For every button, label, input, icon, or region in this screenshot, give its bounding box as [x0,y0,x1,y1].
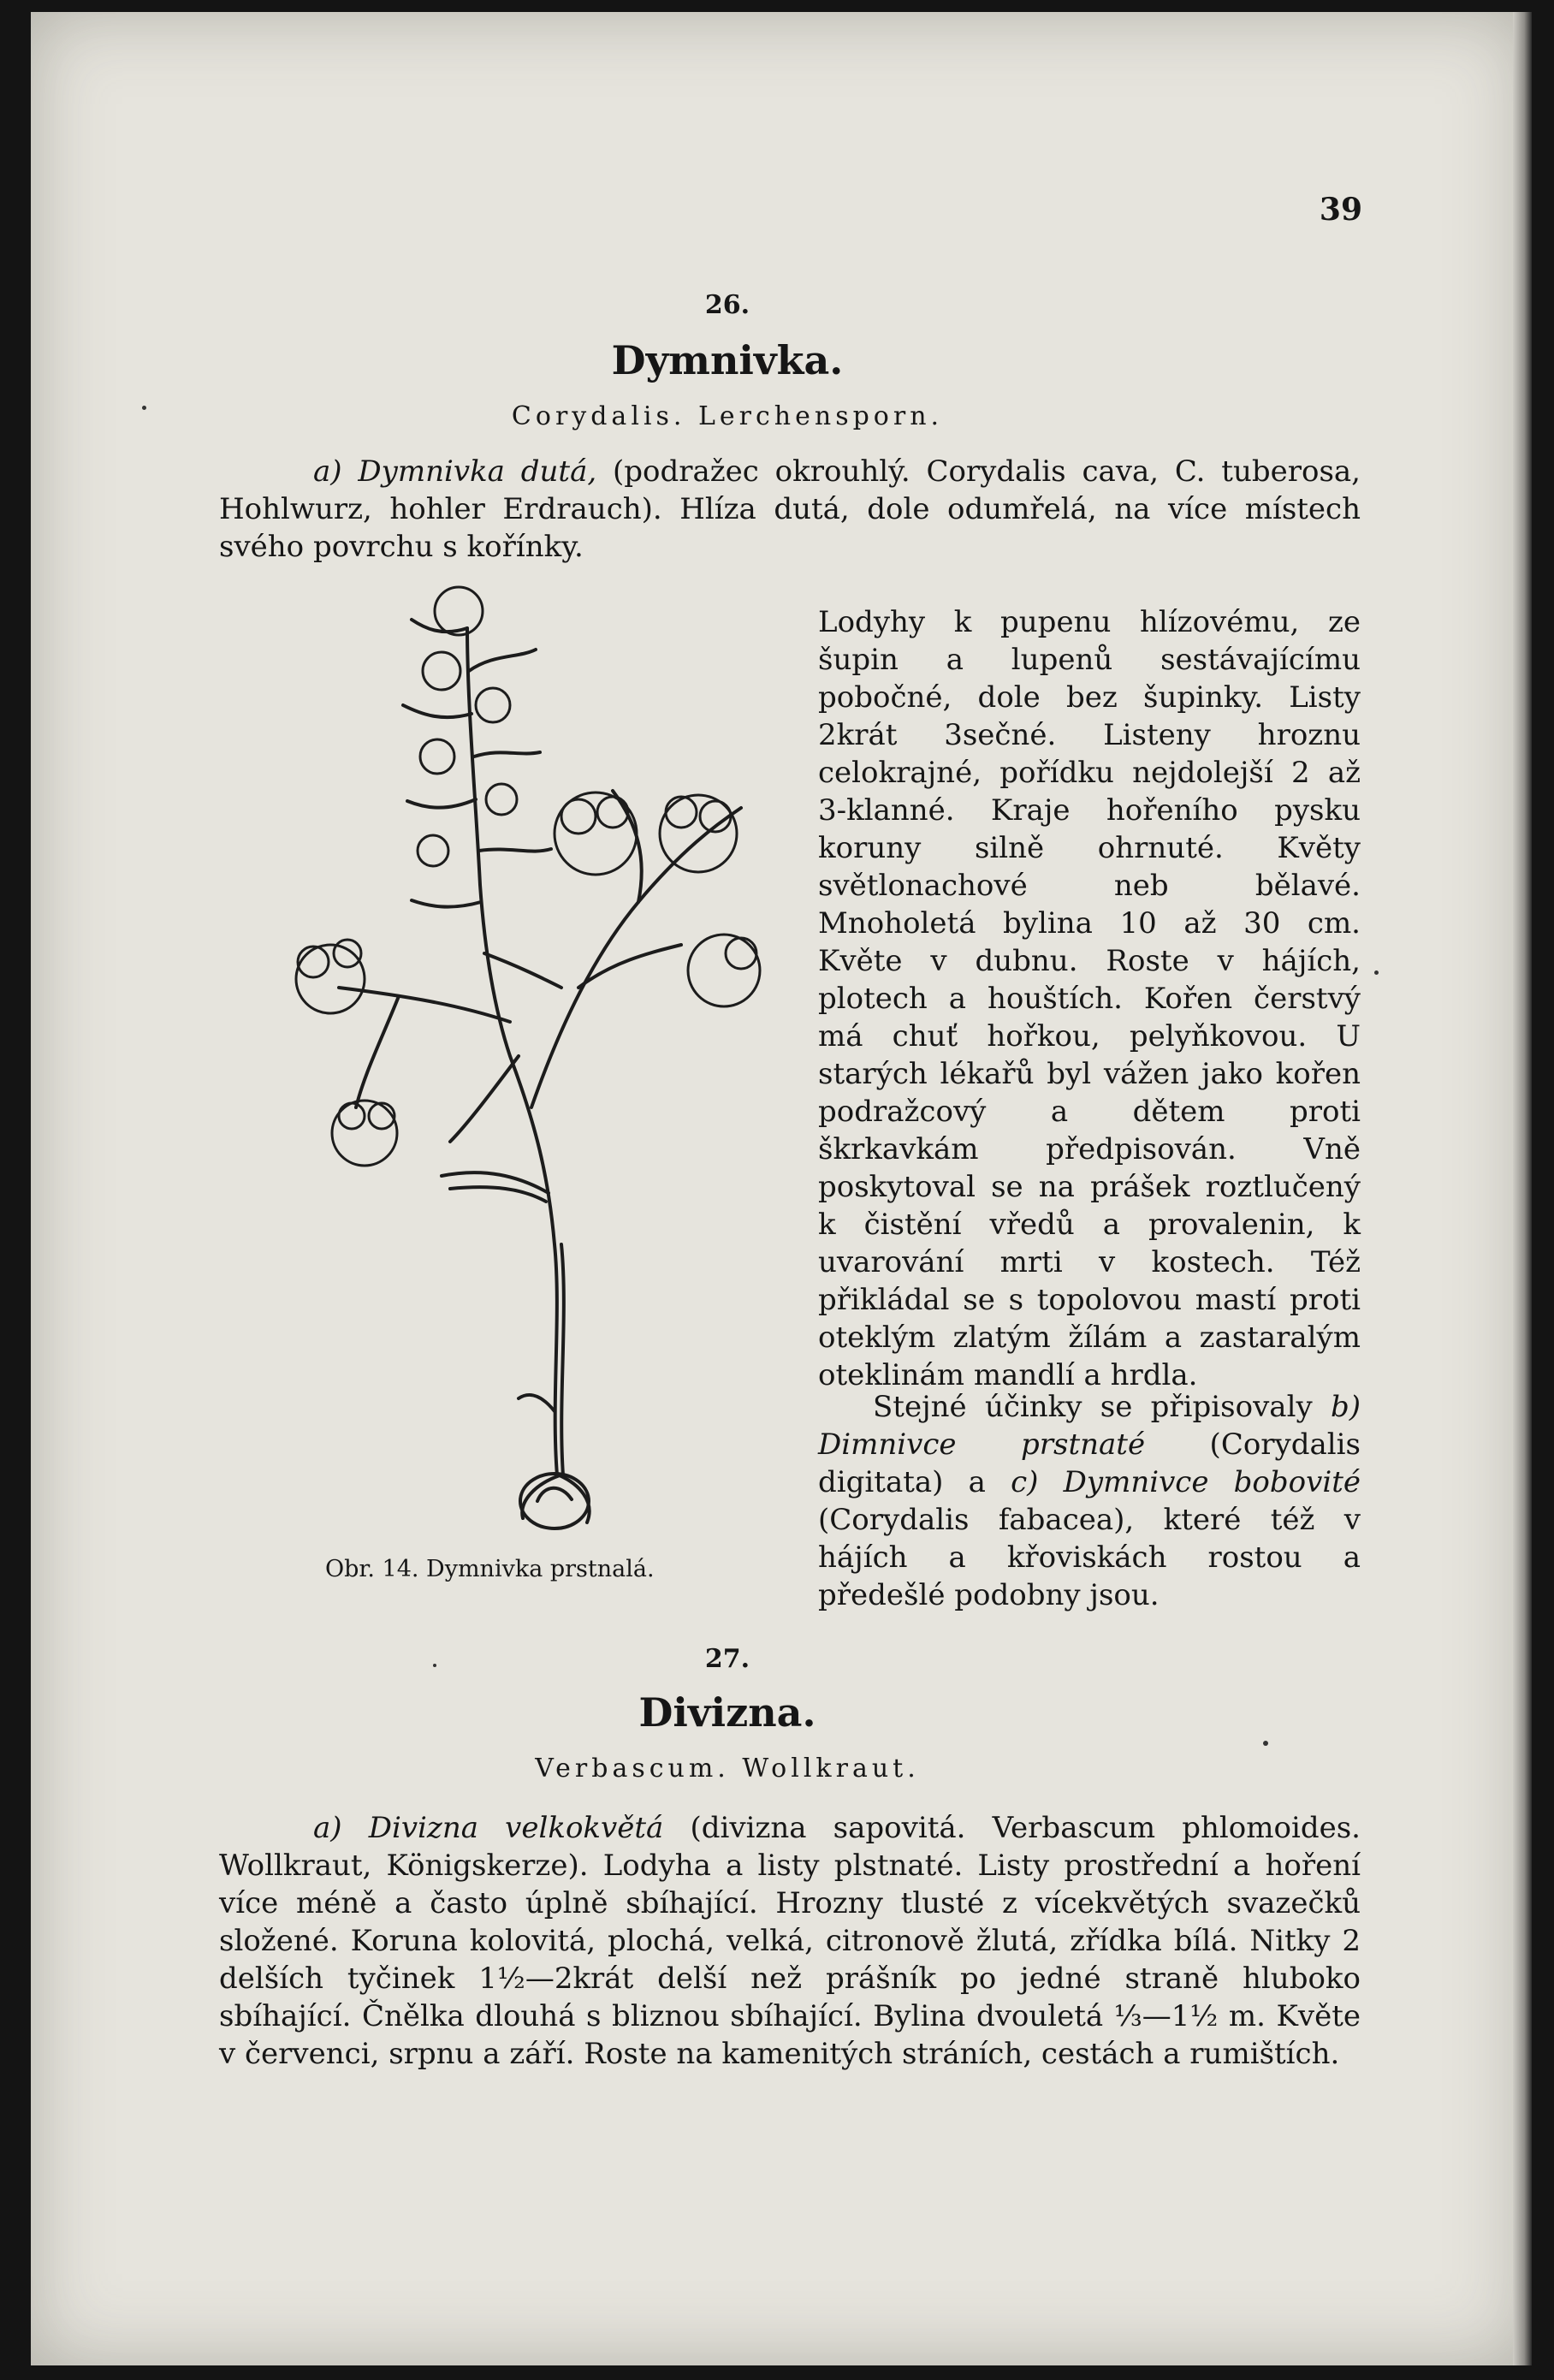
section-26-title: Dymnivka. [611,337,844,383]
figure-caption: Obr. 14. Dymnivka prstnalá. [325,1556,655,1582]
paragraph-a-intro-text: (podražec okrouhlý. Corydalis cava, C. tuberosa, Hohlwurz, hohler Erdrauch). Hlíza dutá, dole odumřelá, na více místech svého povrchu s kořínky. [219,454,1361,564]
scan-speck [433,1664,436,1667]
species-name-a: a) Dymnivka dutá, [313,454,597,489]
section-26-paragraph-a-description: Lodyhy k pupenu hlízovému, ze šupin a lupenů sestávajícímu pobočné, dole bez šupinky. Listy 2krát 3sečné. Listeny hroznu celokrajné, pořídku nejdolejší 2 až 3-klanné. Kraje hořeního pysku koruny silně ohrnuté. Květy světlonachové neb bělavé. Mnoholetá bylina 10 až 30 cm. Květe v dubnu. Roste v hájích, plotech a houštích. Kořen čerstvý má chuť hořkou, pelyňkovou. U starých lékařů byl vážen jako kořen podražcový a dětem proti škrkavkám předpisován. Vně poskytoval se na prášek roztlučený k čistění vředů a provalenin, k uvarování mrti v kostech. Též přikládal se s topolovou mastí proti oteklým zlatým žílám a zastaralým oteklinám mandlí a hrdla. [818,605,1361,1392]
species-name-b: b) Dimnivce prstnaté [818,1390,1361,1462]
species-name-c: c) Dymnivce bobovité [1011,1465,1361,1499]
paragraph-b-mid: (Corydalis digitata) a [818,1427,1361,1499]
section-27-number: 27. [704,1644,750,1674]
page-edge-shadow [1513,12,1532,2365]
scan-speck [142,406,146,410]
section-26-paragraph-a-intro [219,453,1361,566]
page-number: 39 [1319,192,1362,228]
species-name-verbascum: a) Divizna velkokvětá [313,1811,664,1845]
paragraph-b-start: Stejné účinky se připisovaly [873,1390,1331,1424]
section-26-number: 26. [704,290,750,320]
scan-speck [1263,1741,1268,1746]
section-26-latin-name: Corydalis. Lerchensporn. [511,401,944,431]
paragraph-27a-text: (divizna sapovitá. Verbascum phlomoides. Wollkraut, Königskerze). Lodyha a listy plstnaté. Listy prostřední a hoření více méně a často úplně sbíhající. Hrozny tlusté z vícekvětých svazečků složené. Koruna kolovitá, plochá, velká, citronově žlutá, zřídka bílá. Nitky 2 delších tyčinek 1½—2krát delší než prášník po jedné straně hluboko sbíhající. Čnělka dlouhá s bliznou sbíhající. Bylina dvouletá ⅓—1½ m. Květe v červenci, srpnu a září. Roste na kamenitých stráních, cestách a rumištích. [219,1811,1361,2071]
section-27-latin-name: Verbascum. Wollkraut. [535,1754,920,1784]
section-26-paragraph-b [818,1388,1361,1614]
section-27-paragraph-a [219,1809,1361,2073]
corydalis-plant-illustration [236,577,818,1535]
paragraph-b-end: (Corydalis fabacea), které též v hájích a křoviskách rostou a předešlé podobny jsou. [818,1503,1361,1612]
scan-speck [1374,970,1379,975]
section-27-title: Divizna. [638,1689,816,1736]
book-page [31,12,1527,2365]
